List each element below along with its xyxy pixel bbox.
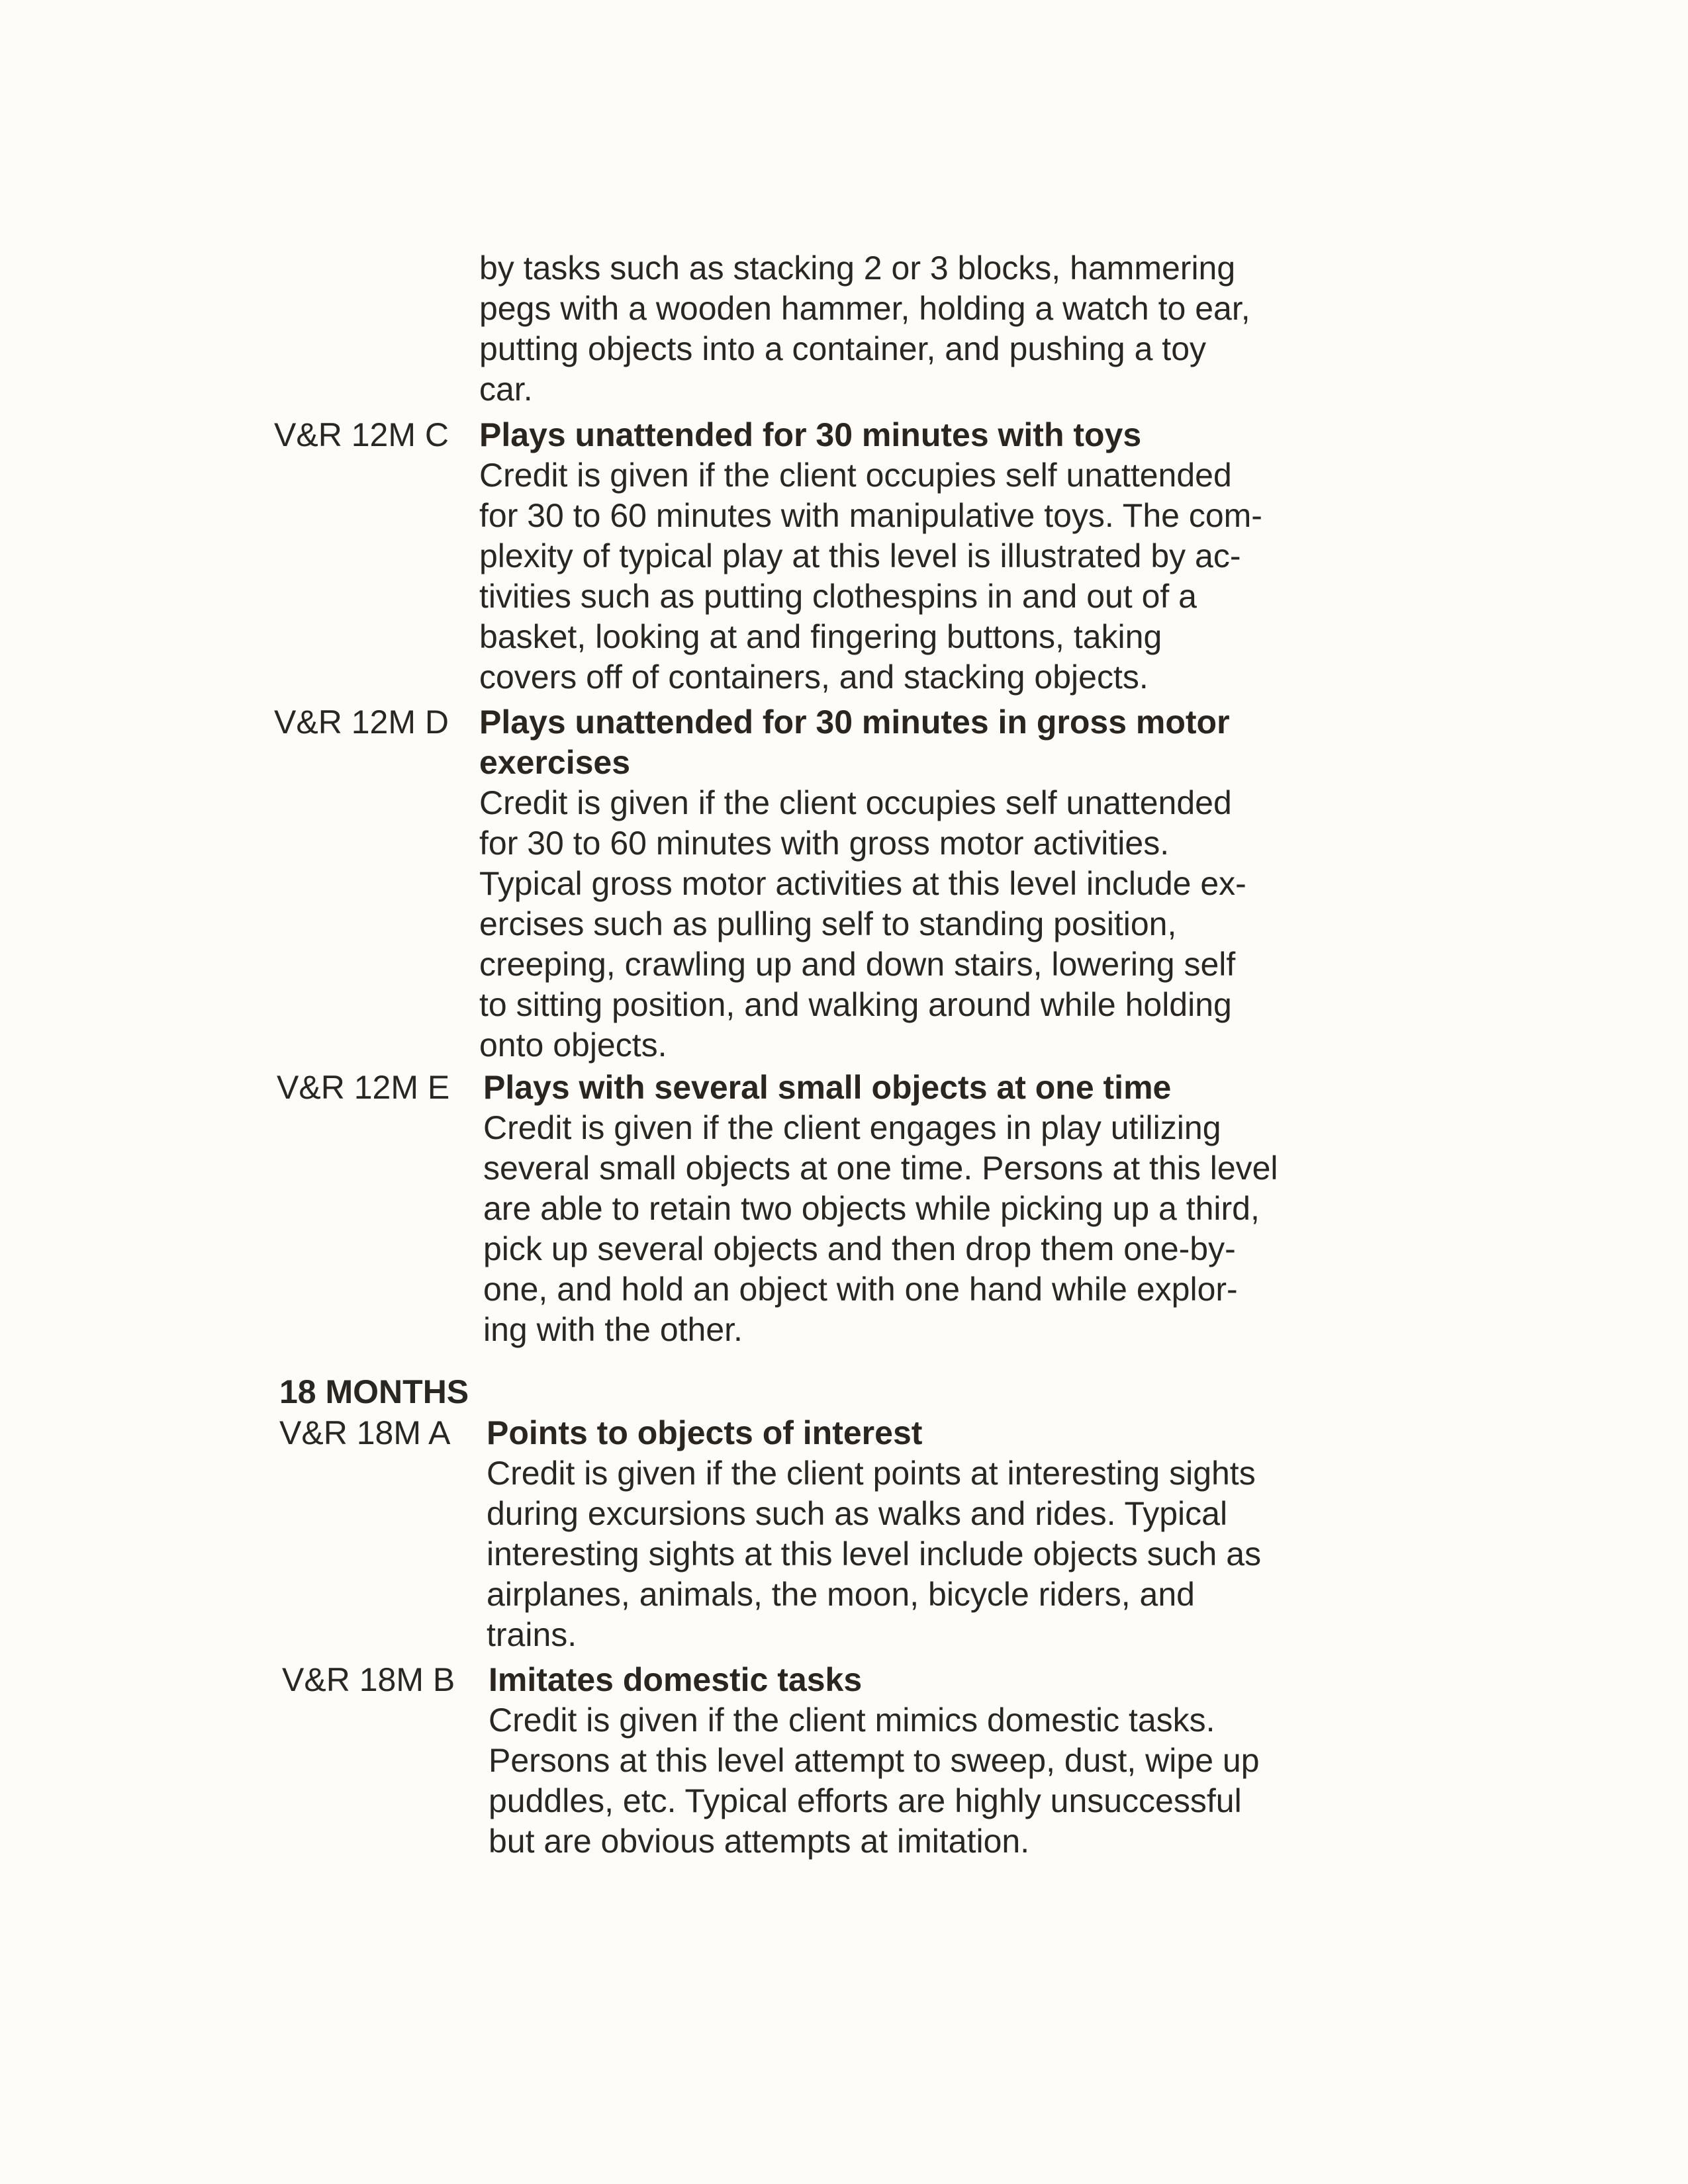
paragraph-line: Credit is given if the client occupies self unattended	[479, 457, 1232, 494]
item-12m-c	[479, 415, 1262, 698]
paragraph-line: basket, looking at and fingering buttons, taking	[479, 618, 1162, 655]
paragraph-line: car.	[479, 371, 533, 408]
paragraph-line: ing with the other.	[483, 1311, 743, 1348]
item-title: Plays unattended for 30 minutes in gross motor	[479, 704, 1230, 741]
paragraph-line: pick up several objects and then drop them one-by-	[483, 1230, 1236, 1267]
paragraph-line: but are obvious attempts at imitation.	[489, 1823, 1030, 1860]
paragraph-line: covers off of containers, and stacking objects.	[479, 659, 1149, 696]
paragraph-line: tivities such as putting clothespins in and out of a	[479, 578, 1197, 615]
continuation-paragraph	[479, 248, 1250, 410]
item-title: Imitates domestic tasks	[489, 1661, 863, 1698]
paragraph-line: onto objects.	[479, 1026, 667, 1064]
paragraph-line: several small objects at one time. Persons at this level	[483, 1150, 1278, 1187]
paragraph-line: Credit is given if the client mimics domestic tasks.	[489, 1702, 1215, 1739]
paragraph-line: plexity of typical play at this level is illustrated by ac-	[479, 537, 1241, 574]
paragraph-line: trains.	[487, 1616, 577, 1653]
paragraph-line: creeping, crawling up and down stairs, lowering self	[479, 946, 1236, 983]
paragraph-line: for 30 to 60 minutes with manipulative toys. The com-	[479, 497, 1262, 534]
item-code: V&R 18M A	[279, 1414, 451, 1451]
item-12m-d	[479, 702, 1246, 1066]
paragraph-line: to sitting position, and walking around while holding	[479, 986, 1232, 1023]
paragraph-line: Credit is given if the client points at interesting sights	[487, 1455, 1256, 1492]
paragraph-line: Persons at this level attempt to sweep, dust, wipe up	[489, 1742, 1260, 1779]
paragraph-line: interesting sights at this level include objects such as	[487, 1535, 1262, 1572]
section-heading: 18 MONTHS	[279, 1373, 469, 1410]
item-18m-b	[489, 1660, 1260, 1862]
item-title: Points to objects of interest	[487, 1414, 923, 1451]
item-code: V&R 12M D	[274, 704, 449, 741]
item-code: V&R 18M B	[282, 1661, 455, 1698]
paragraph-line: airplanes, animals, the moon, bicycle riders, and	[487, 1576, 1195, 1613]
paragraph-line: Credit is given if the client engages in play utilizing	[483, 1109, 1221, 1146]
paragraph-line: Typical gross motor activities at this level include ex-	[479, 865, 1246, 902]
paragraph-line: puddles, etc. Typical efforts are highly unsuccessful	[489, 1782, 1242, 1819]
item-12m-e	[483, 1068, 1278, 1350]
paragraph-line: putting objects into a container, and pushing a toy	[479, 330, 1206, 367]
paragraph-line: are able to retain two objects while picking up a third,	[483, 1190, 1260, 1227]
paragraph-line: pegs with a wooden hammer, holding a watch to ear,	[479, 290, 1250, 327]
item-code: V&R 12M E	[277, 1069, 450, 1106]
item-title: exercises	[479, 744, 631, 781]
paragraph-line: ercises such as pulling self to standing position,	[479, 905, 1177, 942]
item-code: V&R 12M C	[274, 416, 449, 453]
item-title: Plays with several small objects at one time	[483, 1069, 1172, 1106]
paragraph-line: during excursions such as walks and rides. Typical	[487, 1495, 1228, 1532]
paragraph-line: one, and hold an object with one hand while explor-	[483, 1271, 1238, 1308]
item-18m-a	[487, 1413, 1261, 1655]
paragraph-line: Credit is given if the client occupies self unattended	[479, 784, 1232, 821]
paragraph-line: for 30 to 60 minutes with gross motor activities.	[479, 825, 1170, 862]
paragraph-line: by tasks such as stacking 2 or 3 blocks, hammering	[479, 250, 1236, 287]
item-title: Plays unattended for 30 minutes with toys	[479, 416, 1142, 453]
